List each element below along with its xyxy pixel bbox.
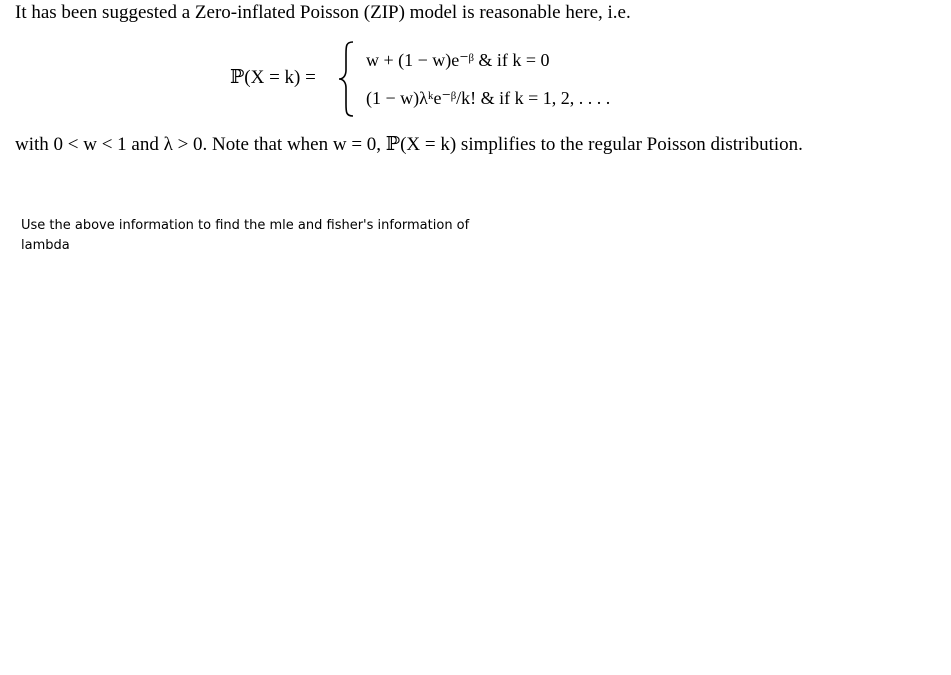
formula-case-zero: w + (1 − w)e⁻ᵝ & if k = 0	[366, 50, 550, 70]
left-brace	[337, 40, 357, 118]
zip-pmf-formula	[0, 40, 951, 118]
question-line-2: lambda	[21, 238, 70, 253]
intro-text: It has been suggested a Zero-inflated Poisson (ZIP) model is reasonable here, i.e.	[15, 2, 631, 23]
formula-lhs: ℙ(X = k) =	[230, 67, 316, 88]
formula-case-positive: (1 − w)λᵏe⁻ᵝ/k! & if k = 1, 2, . . . .	[366, 88, 611, 108]
note-text: with 0 < w < 1 and λ > 0. Note that when w = 0, ℙ(X = k) simplifies to the regular Poisson distribution.	[15, 134, 803, 155]
question-line-1: Use the above information to find the mle and fisher's information of	[21, 218, 470, 233]
question-text	[21, 216, 491, 256]
